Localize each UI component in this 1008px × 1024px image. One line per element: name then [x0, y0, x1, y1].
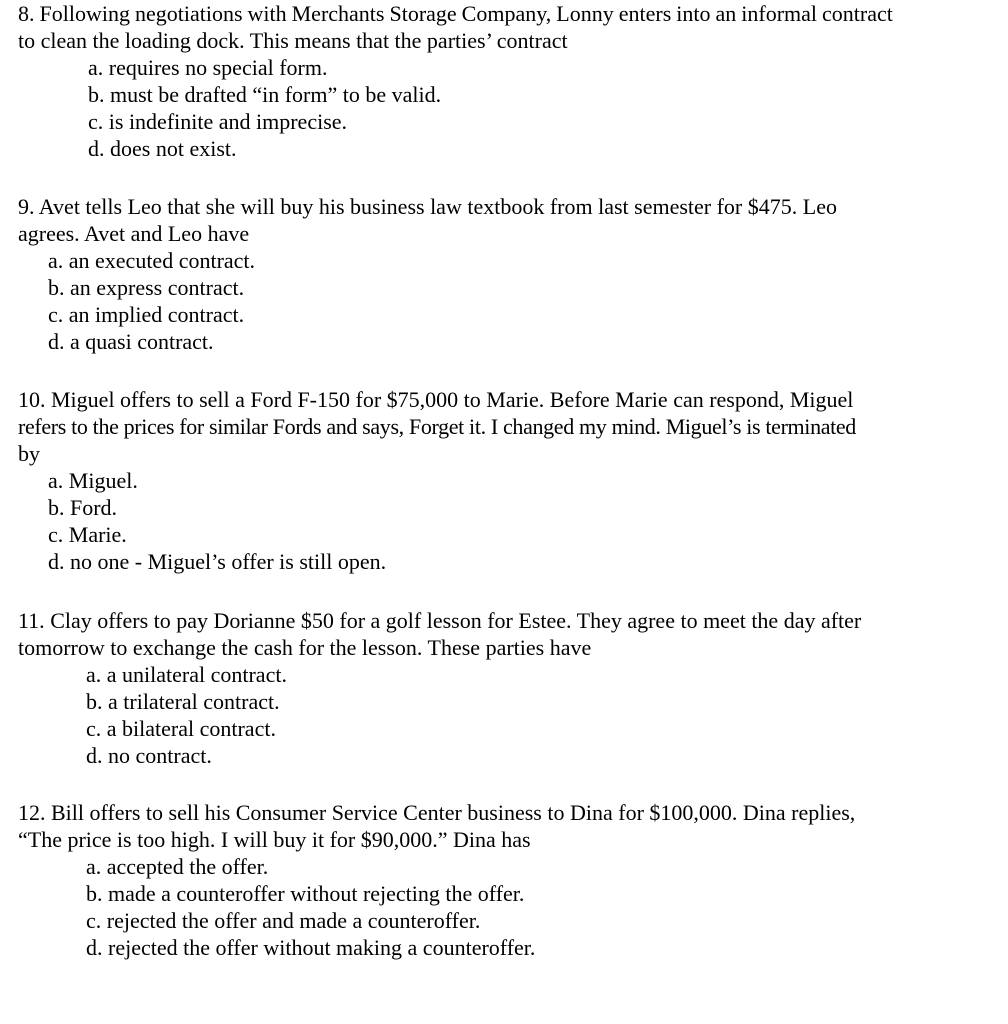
question-number: 8. [18, 1, 35, 26]
question-stem-line: “The price is too high. I will buy it for $90,000.” Dina has [18, 827, 531, 852]
answer-option-d [86, 742, 212, 769]
option-letter: c. [86, 908, 102, 933]
question-number: 12. [18, 800, 46, 825]
option-letter: a. [48, 248, 64, 273]
answer-option-b [88, 81, 441, 108]
question-stem-line: refers to the prices for similar Fords and says, Forget it. I changed my mind. Miguel’s is terminated [18, 414, 856, 439]
option-letter: c. [48, 522, 64, 547]
option-letter: b. [48, 495, 65, 520]
question-stem-line [18, 0, 893, 27]
question-text: Miguel offers to sell a Ford F-150 for $75,000 to Marie. Before Marie can respond, Miguel [51, 387, 854, 412]
option-text: made a counteroffer without rejecting the offer. [108, 881, 525, 906]
option-text: a unilateral contract. [106, 662, 287, 687]
question-stem-line [18, 607, 861, 634]
answer-option-c [48, 521, 127, 548]
answer-option-a [48, 467, 138, 494]
option-text: an express contract. [70, 275, 245, 300]
option-text: accepted the offer. [106, 854, 269, 879]
option-text: is indefinite and imprecise. [108, 109, 348, 134]
option-letter: b. [86, 881, 103, 906]
answer-option-b [86, 880, 524, 907]
question-stem-line: to clean the loading dock. This means that the parties’ contract [18, 28, 568, 53]
option-letter: d. [86, 743, 103, 768]
question-text: Avet tells Leo that she will buy his business law textbook from last semester for $475. Leo [38, 194, 837, 219]
answer-option-a [48, 247, 255, 274]
question-stem-line: tomorrow to exchange the cash for the lesson. These parties have [18, 635, 592, 660]
answer-option-c [88, 108, 347, 135]
answer-option-a [86, 853, 268, 880]
option-letter: a. [88, 55, 104, 80]
option-letter: d. [48, 329, 65, 354]
option-text: rejected the offer without making a counteroffer. [108, 935, 536, 960]
option-text: no one - Miguel’s offer is still open. [70, 549, 387, 574]
answer-option-d [48, 328, 214, 355]
option-letter: b. [88, 82, 105, 107]
question-stem-line: by [18, 441, 40, 466]
option-text: must be drafted “in form” to be valid. [110, 82, 442, 107]
option-letter: d. [48, 549, 65, 574]
option-letter: a. [86, 662, 102, 687]
answer-option-d [86, 934, 535, 961]
question-text: Bill offers to sell his Consumer Service Center business to Dina for $100,000. Dina replies, [51, 800, 856, 825]
option-text: a bilateral contract. [106, 716, 276, 741]
answer-option-c [86, 715, 276, 742]
option-text: a quasi contract. [70, 329, 214, 354]
option-text: rejected the offer and made a counteroffer. [106, 908, 481, 933]
option-text: an implied contract. [68, 302, 245, 327]
option-text: an executed contract. [68, 248, 256, 273]
option-text: does not exist. [110, 136, 237, 161]
question-number: 10. [18, 387, 46, 412]
option-letter: c. [48, 302, 64, 327]
question-stem-line [18, 386, 853, 413]
answer-option-b [48, 274, 244, 301]
option-text: Marie. [68, 522, 127, 547]
option-letter: a. [86, 854, 102, 879]
question-text: Following negotiations with Merchants Storage Company, Lonny enters into an informal contract [39, 1, 893, 26]
question-stem-line: agrees. Avet and Leo have [18, 221, 250, 246]
option-letter: d. [86, 935, 103, 960]
answer-option-a [88, 54, 327, 81]
answer-option-d [88, 135, 237, 162]
option-text: requires no special form. [108, 55, 328, 80]
option-letter: b. [48, 275, 65, 300]
option-letter: d. [88, 136, 105, 161]
question-stem-line [18, 799, 855, 826]
option-letter: b. [86, 689, 103, 714]
answer-option-b [48, 494, 117, 521]
option-letter: c. [88, 109, 104, 134]
answer-option-a [86, 661, 287, 688]
question-text: Clay offers to pay Dorianne $50 for a golf lesson for Estee. They agree to meet the day after [50, 608, 862, 633]
answer-option-b [86, 688, 280, 715]
option-text: no contract. [108, 743, 212, 768]
option-text: Ford. [70, 495, 118, 520]
option-letter: c. [86, 716, 102, 741]
option-text: a trilateral contract. [108, 689, 280, 714]
answer-option-c [48, 301, 244, 328]
answer-option-c [86, 907, 480, 934]
option-text: Miguel. [68, 468, 138, 493]
question-number: 9. [18, 194, 35, 219]
answer-option-d [48, 548, 386, 575]
question-number: 11. [18, 608, 45, 633]
question-stem-line [18, 193, 837, 220]
option-letter: a. [48, 468, 64, 493]
